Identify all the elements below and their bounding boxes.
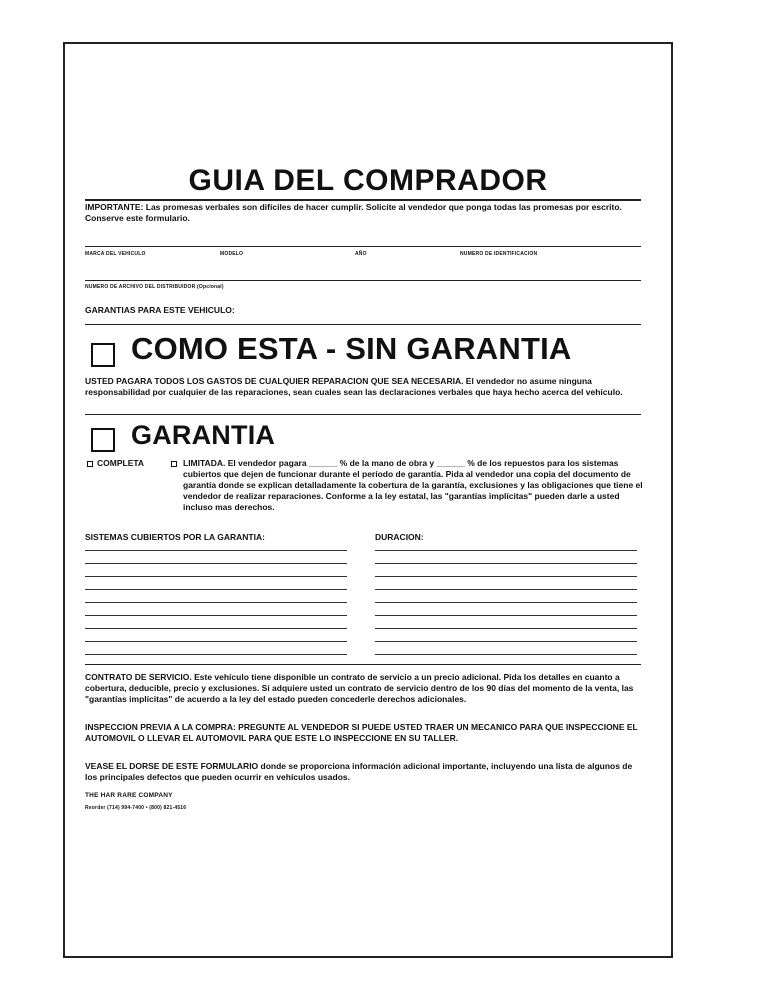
importante-notice: IMPORTANTE: Las promesas verbales son difíciles de hacer cumplir. Solicite al vendedor que ponga todas las promesas por escrito. Conserve este formulario. [85, 202, 622, 223]
stock-label: NUMERO DE ARCHIVO DEL DISTRIBUIDOR (Opcional) [85, 284, 224, 290]
form-title: GUIA DEL COMPRADOR [188, 164, 548, 197]
modelo-label: MODELO [220, 251, 244, 257]
title-rule [85, 199, 641, 201]
vease-text: VEASE EL DORSE DE ESTE FORMULARIO donde se proporciona información adicional importante, incluyendo una lista de algunos de los principales defectos que pueden ocurrir en vehículos usados. [85, 761, 633, 782]
garantia-row [91, 420, 275, 452]
contrato-text: CONTRATO DE SERVICIO. Este vehículo tiene disponible un contrato de servicio a un precio adicional. Pida los detalles en cuanto a cobertura, deducible, precio y exclusiones. Si adquiere usted un contrato de servicio dentro de los 90 días del momento de la venta, las "garantías implícitas" de acuerdo a la ley del estado pueden concederle derechos adicionales. [85, 672, 634, 704]
order-number: Reorder (714) 994-7400 • (800) 821-4516 [85, 805, 187, 811]
completa-label: COMPLETA [97, 458, 145, 468]
como-esta-heading: COMO ESTA - SIN GARANTIA [131, 331, 572, 366]
ano-label: AÑO [355, 251, 367, 257]
marca-label: MARCA DEL VEHICULO [85, 251, 146, 257]
como-esta-checkbox[interactable] [91, 343, 115, 367]
como-esta-rule [85, 414, 641, 415]
inspeccion-text: INSPECCION PREVIA A LA COMPRA: PREGUNTE AL VENDEDOR SI PUEDE USTED TRAER UN MECANICO PARA QUE INSPECCIONE EL AUTOMOVIL O LLEVAR EL AUTOMOVIL PARA QUE ESTE LO INSPECCIONE EN SU TALLER. [85, 722, 638, 743]
limitada-checkbox-wrap [171, 458, 181, 469]
garantia-checkbox[interactable] [91, 428, 115, 452]
limitada-text: LIMITADA. El vendedor pagara ______ % de la mano de obra y ______ % de los repuestos para los sistemas cubiertos que dejen de funcionar durante el período de garantía. Pida al vendedor una copia del documento de garantía donde se explican detalladamente la cobertura de la garantía, exclusiones y las obligaciones que tiene el vendedor de realizar reparaciones. Conforme a la ley estatal, las "garantías implícitas" pueden darle a usted incluso mas derechos. [183, 458, 643, 512]
como-esta-row [91, 331, 572, 367]
sistemas-label: SISTEMAS CUBIERTOS POR LA GARANTIA: [85, 532, 265, 542]
garantias-rule [85, 324, 641, 325]
stock-line [85, 280, 641, 281]
garantias-label: GARANTIAS PARA ESTE VEHICULO: [85, 305, 235, 315]
completa-option [87, 458, 144, 469]
garantia-heading: GARANTIA [131, 420, 276, 450]
vin-label: NUMERO DE IDENTIFICACION [460, 251, 538, 257]
como-esta-text: USTED PAGARA TODOS LOS GASTOS DE CUALQUIER REPARACION QUE SEA NECESARIA. El vendedor no asume ninguna responsabilidad por cualquier de las reparaciones, sean cuales sean las declaraciones verbales que haya hecho acerca del vehículo. [85, 376, 623, 397]
duracion-label: DURACION: [375, 532, 424, 542]
completa-checkbox[interactable] [87, 461, 93, 467]
systems-bottom-rule [85, 664, 641, 665]
vehicle-line [85, 246, 641, 247]
buyers-guide-form [63, 42, 673, 958]
limitada-checkbox[interactable] [171, 461, 177, 467]
company-name: THE HAR RARE COMPANY [85, 792, 173, 799]
